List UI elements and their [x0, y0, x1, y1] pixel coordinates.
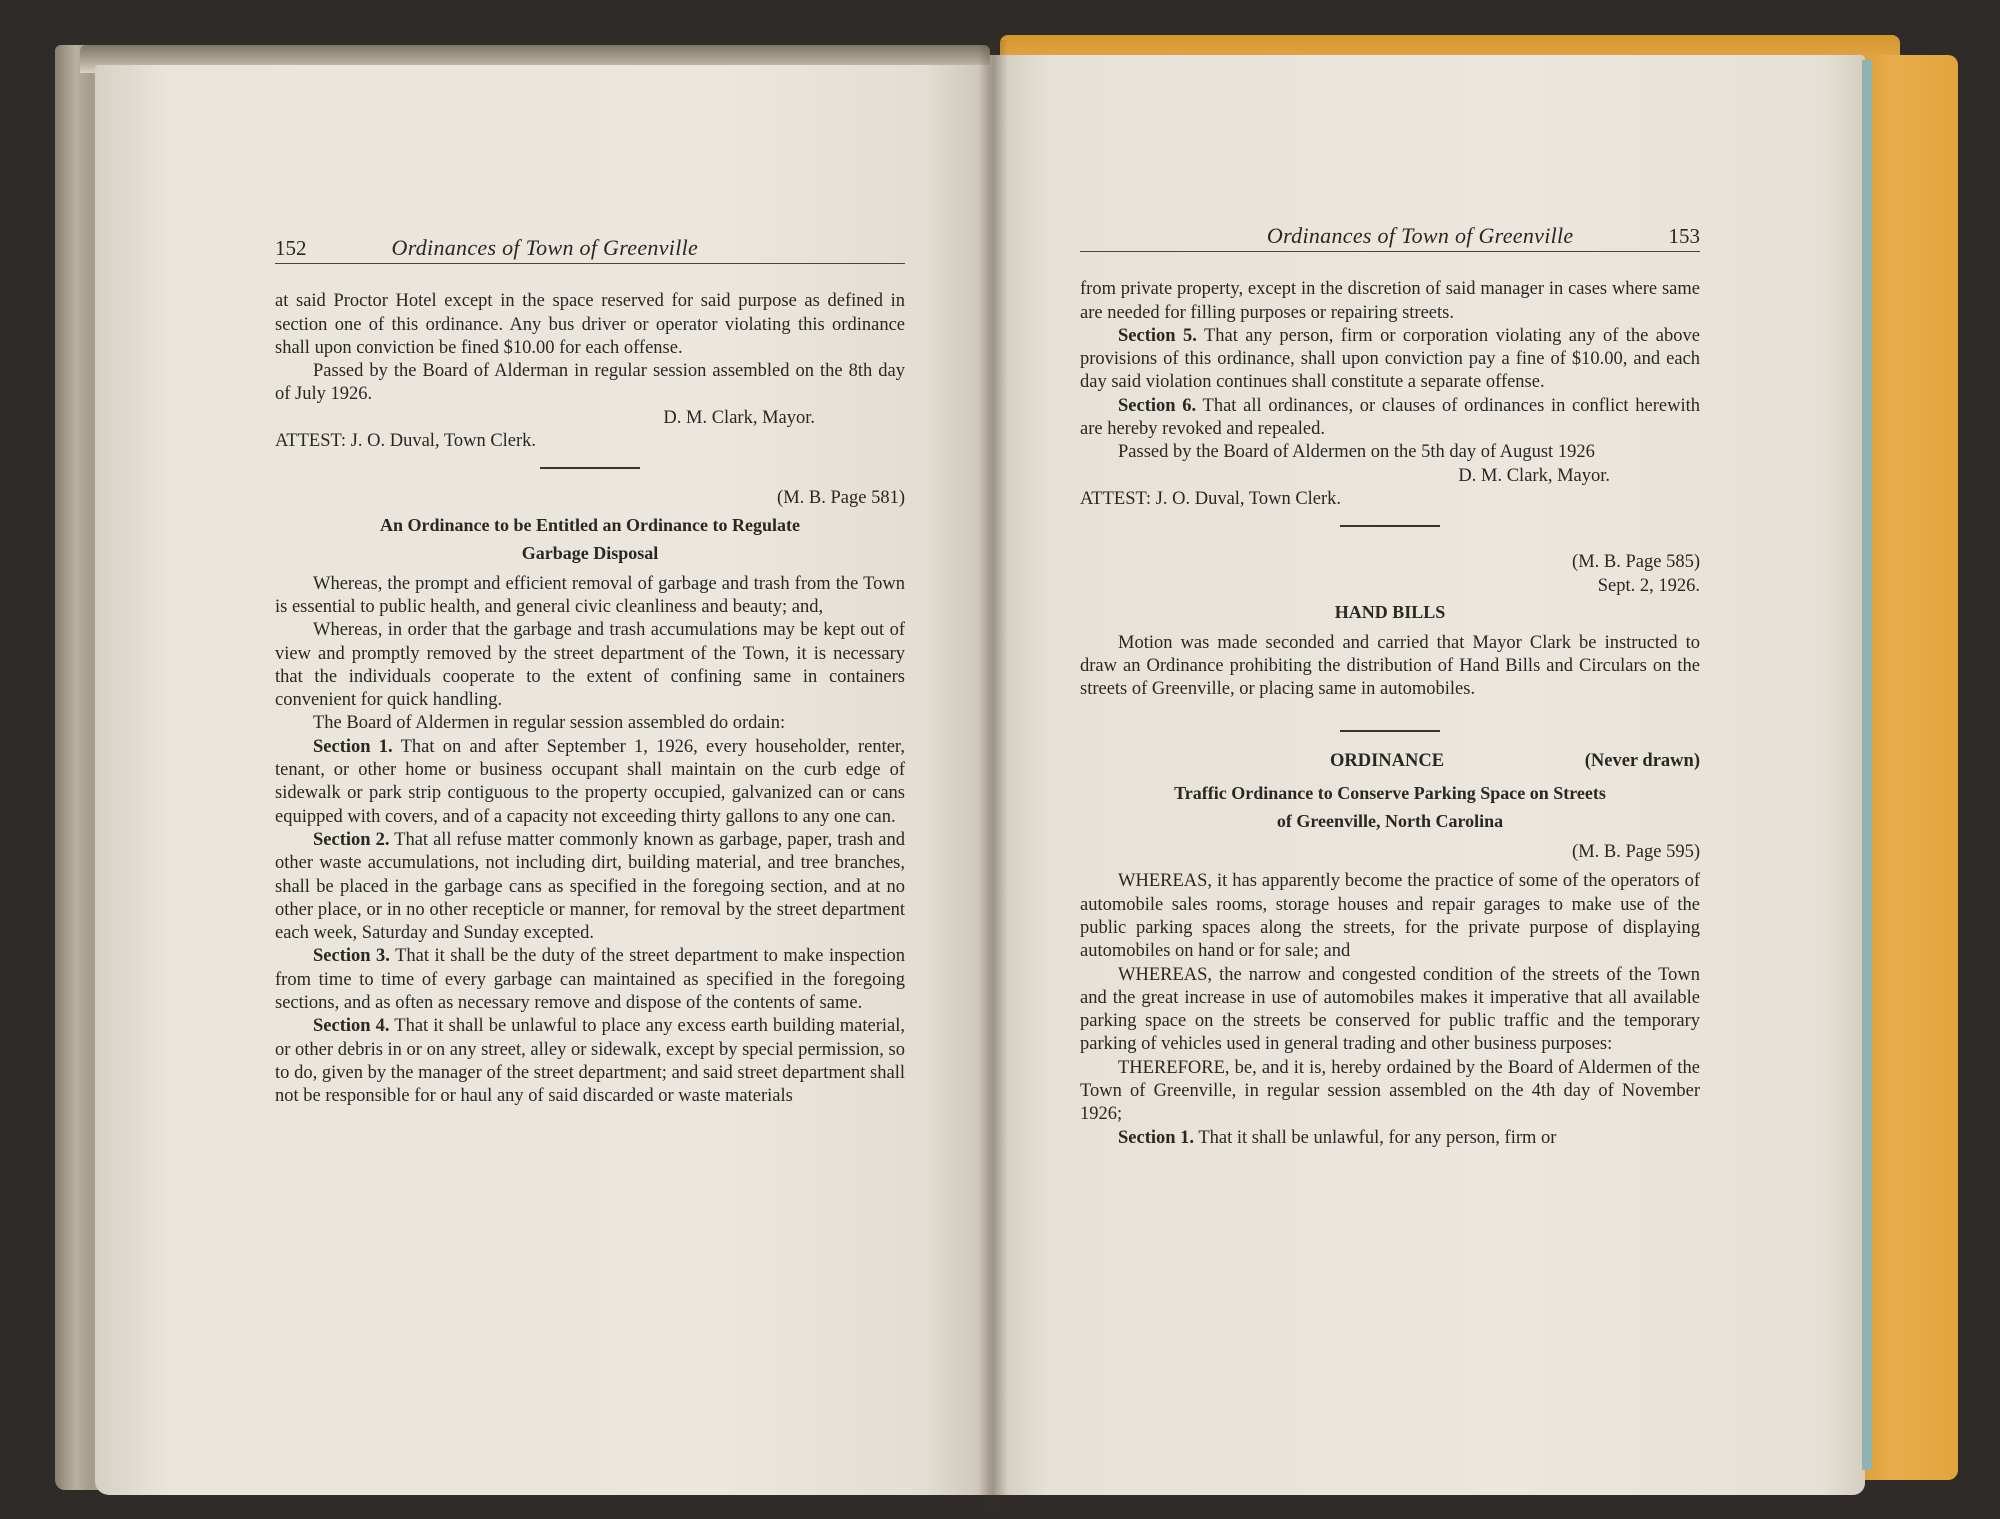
attest-line: ATTEST: J. O. Duval, Town Clerk.: [1080, 488, 1342, 509]
page-reference: (M. B. Page 581): [777, 488, 905, 509]
paragraph: from private property, except in the discretion of said manager in cases where same are needed for filling purposes or repairing streets.: [1080, 279, 1700, 323]
paragraph: at said Proctor Hotel except in the space reserved for said purpose as defined in section one of this ordinance. Any bus driver or operator violating this ordinance shall upon conviction be fined $10.00 for each offense.: [275, 291, 905, 358]
mayor-signature: D. M. Clark, Mayor.: [663, 407, 815, 428]
handbills-heading: HAND BILLS: [1334, 601, 1446, 622]
section-paragraph: [1080, 1127, 1700, 1150]
passed-statement: Passed by the Board of Aldermen on the 5th day of August 1926: [1118, 442, 1595, 463]
passed-statement: Passed by the Board of Alderman in regular session assembled on the 8th day of July 1926.: [275, 361, 905, 405]
section-text: That it shall be unlawful, for any person, firm or: [1198, 1127, 1557, 1148]
section-label: Section 2.: [313, 829, 390, 850]
section-label: Section 1.: [1118, 1127, 1195, 1148]
ordinance-heading: [275, 511, 905, 567]
running-head-title: Ordinances of Town of Greenville: [391, 235, 699, 260]
book-gutter: [978, 40, 1008, 1510]
section-paragraph: [275, 1015, 905, 1108]
section-text: That all refuse matter commonly known as garbage, paper, trash and other waste accumulations, not including dirt, building material, and tree branches, shall be placed in the garbage cans as specified in the foregoing section, and at no other place, or in no other recepticle or manner, for removal by the street department each week, Saturday and Sunday excepted.: [275, 829, 905, 944]
mayor-signature: D. M. Clark, Mayor.: [1458, 465, 1610, 486]
section-label: Section 6.: [1118, 395, 1197, 416]
section-text: That it shall be unlawful to place any excess earth building material, or other debris in or on any street, alley or sidewalk, except by special permission, so to do, given by the manager of the street department; and said street department shall not be responsible for or haul any of said discarded or waste materials: [275, 1016, 905, 1107]
ordinance-label-line: [1080, 750, 1700, 773]
section-label: Section 1.: [313, 736, 393, 757]
motion-paragraph: Motion was made seconded and carried that Mayor Clark be instructed to draw an Ordinance prohibiting the distribution of Hand Bills and Circulars on the streets of Greenville, or placing same in automobiles.: [1080, 632, 1700, 700]
page-reference: (M. B. Page 585): [1572, 552, 1700, 573]
ordain-statement: The Board of Aldermen in regular session assembled do ordain:: [313, 713, 786, 734]
heading-line: of Greenville, North Carolina: [1276, 811, 1504, 832]
section-label: Section 5.: [1118, 325, 1197, 346]
section-paragraph: [275, 945, 905, 1015]
section-text: That on and after September 1, 1926, every householder, renter, tenant, or other home or business occupant shall maintain on the curb edge of sidewalk or park strip contiguous to the property occupied, galvanized can or cans equipped with covers, and of a capacity not exceeding thirty gallons to any one can.: [275, 736, 905, 827]
section-text: That any person, firm or corporation violating any of the above provisions of this ordinance, shall upon conviction pay a fine of $10.00, and each day said violation continues shall constitute a separate offense.: [1080, 325, 1700, 393]
divider-rule: [540, 467, 640, 469]
right-page-text: [1080, 224, 1700, 1150]
divider-rule: [1340, 525, 1440, 527]
heading-line: Garbage Disposal: [521, 542, 659, 563]
section-paragraph: [1080, 325, 1700, 395]
divider-rule: [1340, 730, 1440, 732]
book-inner-edge: [1862, 60, 1872, 1470]
attest-line: ATTEST: J. O. Duval, Town Clerk.: [275, 431, 537, 452]
whereas-paragraph: WHEREAS, it has apparently become the practice of some of the operators of automobile sales rooms, storage houses and repair garages to make use of the public parking spaces along the streets, for the private purpose of displaying automobiles on hand or for sale; and: [1080, 871, 1700, 962]
section-text: That it shall be the duty of the street department to make inspection from time to time of every garbage can maintained as specified in the foregoing sections, and as often as necessary remove and dispose of the contents of same.: [275, 946, 905, 1014]
therefore-paragraph: THEREFORE, be, and it is, hereby ordained by the Board of Aldermen of the Town of Greenville, in regular session assembled on the 4th day of November 1926;: [1080, 1057, 1700, 1125]
page-number: 153: [1668, 224, 1700, 248]
right-running-head: [1080, 224, 1700, 252]
heading-line: Traffic Ordinance to Conserve Parking Space on Streets: [1174, 783, 1606, 804]
never-drawn-note: (Never drawn): [1584, 750, 1700, 771]
section-paragraph: [275, 736, 905, 829]
whereas-paragraph: Whereas, the prompt and efficient removal of garbage and trash from the Town is essential to public health, and general civic cleanliness and beauty; and,: [275, 573, 905, 617]
left-running-head: [275, 236, 905, 264]
page-reference: (M. B. Page 595): [1572, 842, 1700, 863]
ordinance-label: ORDINANCE: [1330, 750, 1445, 771]
date-line: Sept. 2, 1926.: [1597, 575, 1700, 596]
page-number: 152: [275, 236, 307, 260]
traffic-ordinance-heading: [1080, 779, 1700, 835]
whereas-paragraph: WHEREAS, the narrow and congested condition of the streets of the Town and the great increase in use of automobiles makes it imperative that all available parking space on the streets be conserved for public traffic and the temporary parking of vehicles used in general trading and other business purposes:: [1080, 964, 1700, 1055]
whereas-paragraph: Whereas, in order that the garbage and trash accumulations may be kept out of view and promptly removed by the street department of the Town, it is necessary that the individuals cooperate to the extent of confining same in containers convenient for quick handling.: [275, 620, 905, 711]
heading-line: An Ordinance to be Entitled an Ordinance to Regulate: [379, 514, 800, 535]
section-paragraph: [1080, 395, 1700, 442]
section-label: Section 4.: [313, 1016, 390, 1037]
running-head-title: Ordinances of Town of Greenville: [1266, 223, 1574, 248]
section-label: Section 3.: [313, 946, 390, 967]
left-page-text: [275, 236, 905, 1109]
section-text: That all ordinances, or clauses of ordinances in conflict herewith are hereby revoked and repealed.: [1080, 395, 1700, 440]
section-paragraph: [275, 829, 905, 945]
